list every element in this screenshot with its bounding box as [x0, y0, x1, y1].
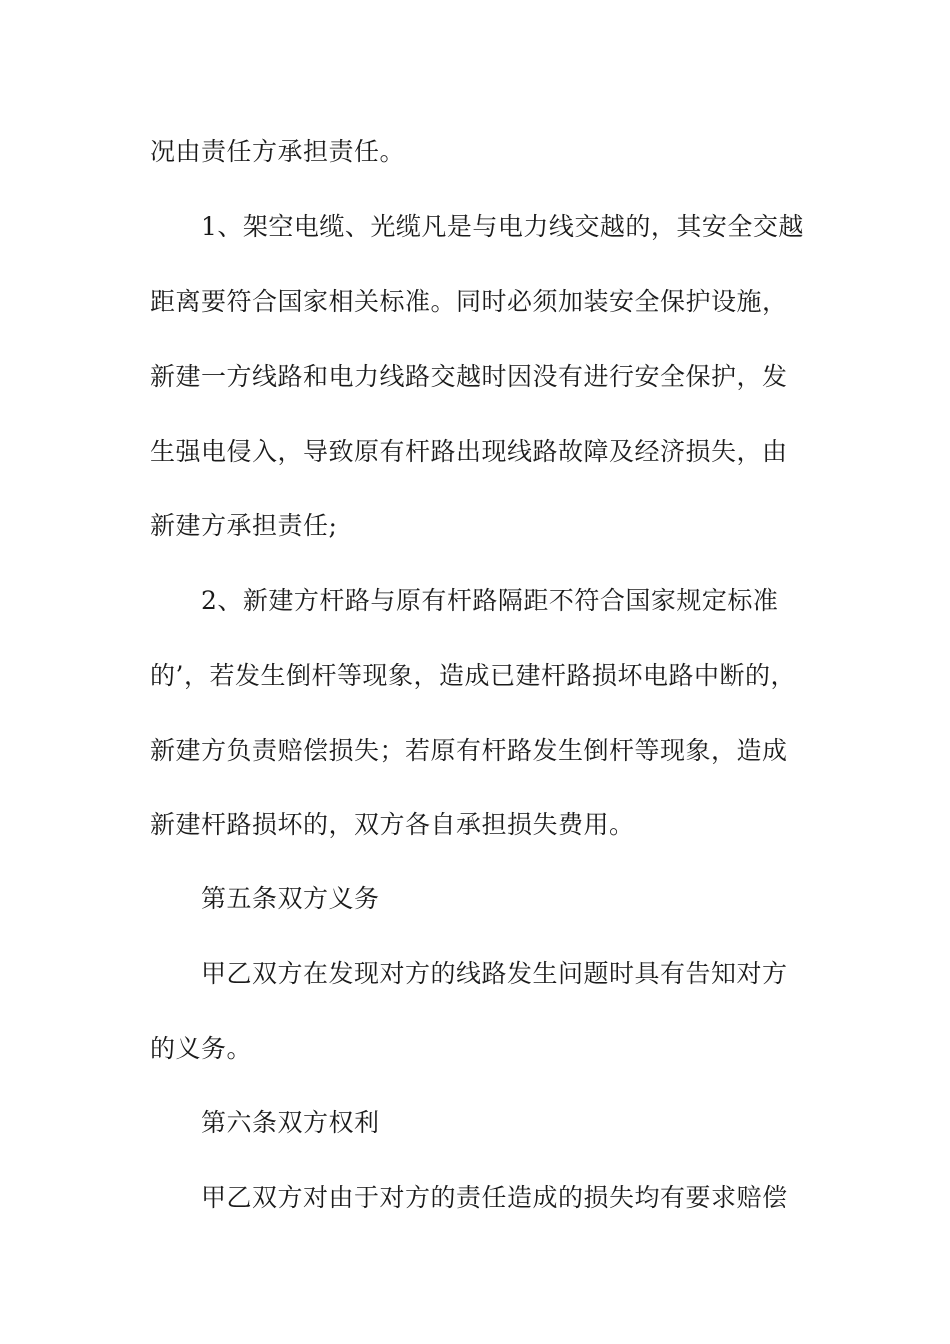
clause-2-line-1: 2、新建方杆路与原有杆路隔距不符合国家规定标准: [201, 586, 779, 615]
clause-1-line-4: 生强电侵入，导致原有杆路出现线路故障及经济损失，由: [150, 437, 788, 466]
clause-2-line-4: 新建杆路损坏的，双方各自承担损失费用。: [150, 810, 635, 839]
clause-2-line-2: 的’，若发生倒杆等现象，造成已建杆路损坏电路中断的，: [150, 661, 796, 690]
clause-1-line-5: 新建方承担责任;: [150, 511, 338, 540]
article-5-heading: 第五条双方义务: [201, 884, 380, 913]
clause-2-line-3: 新建方负责赔偿损失；若原有杆路发生倒杆等现象，造成: [150, 736, 788, 765]
article-6-body-line-1: 甲乙双方对由于对方的责任造成的损失均有要求赔偿: [201, 1183, 788, 1212]
clause-1-line-1: 1、架空电缆、光缆凡是与电力线交越的，其安全交越: [201, 212, 804, 241]
article-6-heading: 第六条双方权利: [201, 1108, 380, 1137]
paragraph-line-continuation: 况由责任方承担责任。: [150, 137, 406, 166]
clause-1-line-3: 新建一方线路和电力线路交越时因没有进行安全保护，发: [150, 362, 788, 391]
article-5-body-line-1: 甲乙双方在发现对方的线路发生问题时具有告知对方: [201, 959, 788, 988]
clause-1-line-2: 距离要符合国家相关标准。同时必须加装安全保护设施，: [150, 287, 788, 316]
article-5-body-line-2: 的义务。: [150, 1034, 253, 1063]
